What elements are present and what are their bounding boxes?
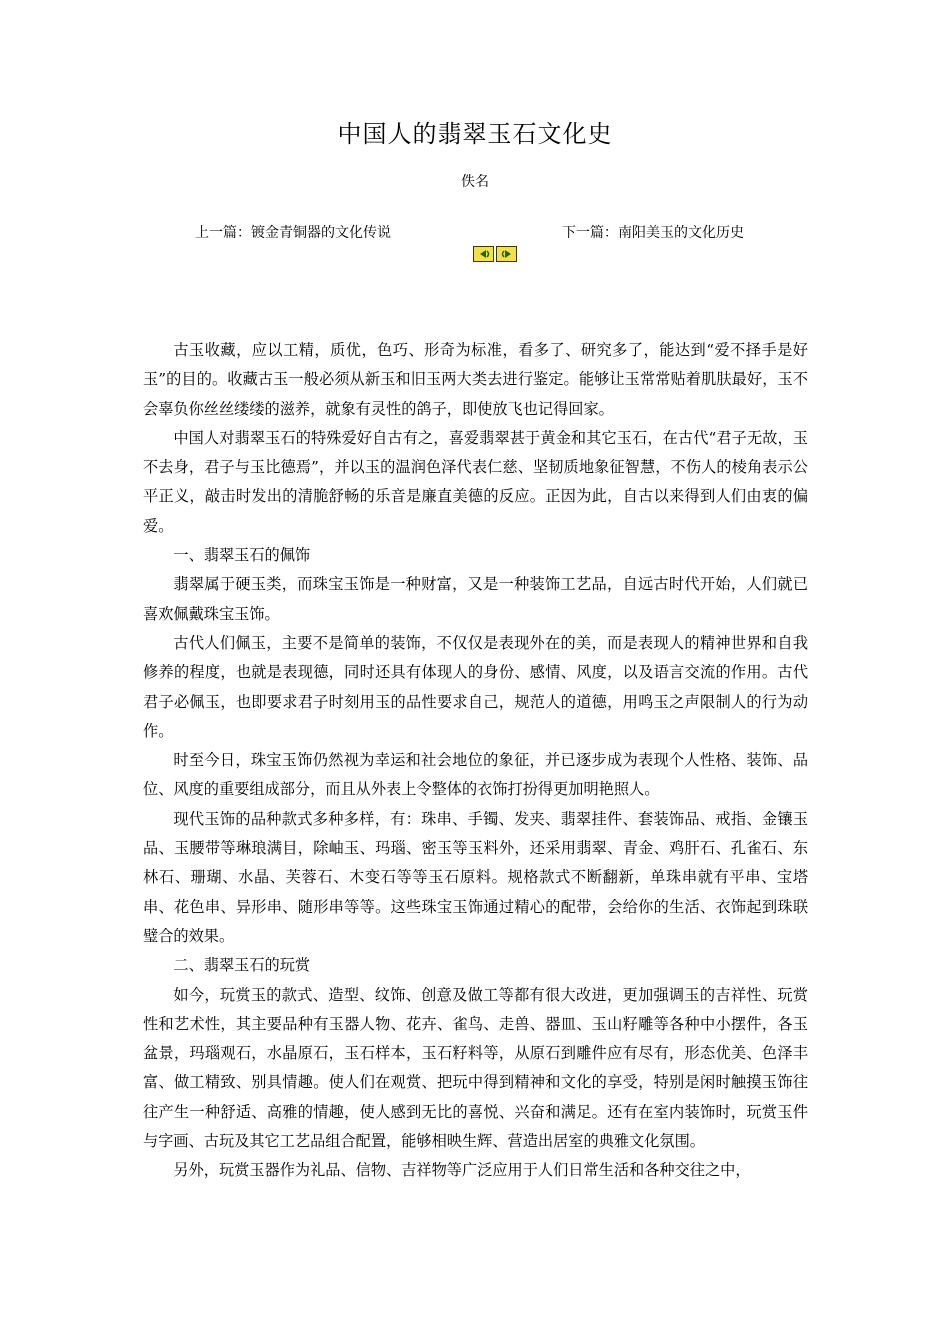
paragraph: 现代玉饰的品种款式多种多样，有：珠串、手镯、发夹、翡翠挂件、套装饰品、戒指、金镶玉品、玉腰带等琳琅满目，除岫玉、玛瑙、密玉等玉料外，还采用翡翠、青金、鸡肝石、孔雀石、东林石、珊瑚、水晶、芙蓉石、木变石等等玉石原料。规格款式不断翻新，单珠串就有平串、宝塔串、花色串、异形串、随形串等等。这些珠宝玉饰通过精心的配带，会给你的生活、衣饰起到珠联璧合的效果。: [143, 809, 808, 945]
author: 佚名: [461, 174, 489, 190]
paragraph: 时至今日，珠宝玉饰仍然视为幸运和社会地位的象征，并已逐步成为表现个人性格、装饰、品位、风度的重要组成部分，而且从外表上令整体的衣饰打扮得更加明艳照人。: [143, 751, 808, 799]
paragraph: 中国人对翡翠玉石的特殊爱好自古有之，喜爱翡翠甚于黄金和其它玉石，在古代“君子无故，玉不去身，君子与玉比德焉”，并以玉的温润色泽代表仁慈、坚韧质地象征智慧，不伤人的棱角表示公平正义，敲击时发出的清脆舒畅的乐音是廉直美德的反应。正因为此，自古以来得到人们由衷的偏爱。: [143, 428, 808, 535]
paragraph: 古玉收藏，应以工精，质优，色巧、形奇为标准，看多了、研究多了，能达到“爱不择手是好玉”的目的。收藏古玉一般必须从新玉和旧玉两大类去进行鉴定。能够让玉常常贴着肌肤最好，玉不会辜负你丝丝缕缕的滋养，就象有灵性的鸽子，即使放飞也记得回家。: [143, 341, 808, 418]
section-heading: 二、翡翠玉石的玩赏: [173, 956, 311, 975]
section-heading: 一、翡翠玉石的佩饰: [173, 546, 311, 565]
paragraph: 另外，玩赏玉器作为礼品、信物、吉祥物等广泛应用于人们日常生活和各种交往之中，: [173, 1161, 751, 1180]
paragraph: 翡翠属于硬玉类，而珠宝玉饰是一种财富，又是一种装饰工艺品，自远古时代开始，人们就已喜欢佩戴珠宝玉饰。: [143, 575, 808, 623]
nav-icon-group: [473, 246, 517, 262]
page-title: 中国人的翡翠玉石文化史: [337, 120, 613, 148]
next-article-link[interactable]: 下一篇：南阳美玉的文化历史: [562, 225, 744, 241]
forward-arrow-icon[interactable]: [496, 246, 517, 262]
article-body: [143, 336, 808, 1186]
paragraph: 如今，玩赏玉的款式、造型、纹饰、创意及做工等都有很大改进，更加强调玉的吉祥性、玩赏性和艺术性，其主要品种有玉器人物、花卉、雀鸟、走兽、器皿、玉山籽雕等各种中小摆件，各玉盆景，玛瑙观石，水晶原石，玉石样本，玉石籽料等，从原石到雕件应有尽有，形态优美、色泽丰富、做工精致、别具情趣。使人们在观赏、把玩中得到精神和文化的享受，特别是闲时触摸玉饰往往产生一种舒适、高雅的情趣，使人感到无比的喜悦、兴奋和满足。还有在室内装饰时，玩赏玉件与字画、古玩及其它工艺品组合配置，能够相映生辉、营造出居室的典雅文化氛围。: [143, 985, 808, 1151]
paragraph: 古代人们佩玉，主要不是简单的装饰，不仅仅是表现外在的美，而是表现人的精神世界和自我修养的程度，也就是表现德，同时还具有体现人的身份、感情、风度，以及语言交流的作用。古代君子必佩玉，也即要求君子时刻用玉的品性要求自己，规范人的道德，用鸣玉之声限制人的行为动作。: [143, 633, 808, 740]
back-arrow-icon[interactable]: [473, 246, 494, 262]
prev-article-link[interactable]: 上一篇：镀金青铜器的文化传说: [195, 225, 391, 241]
